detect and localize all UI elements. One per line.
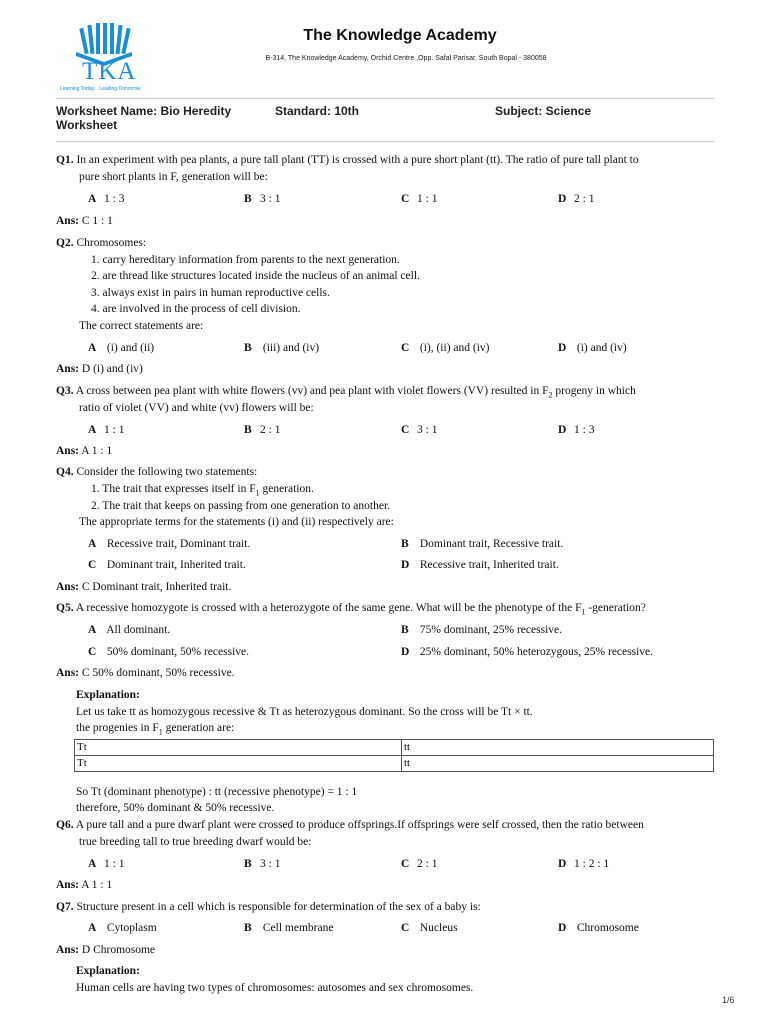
question-number: Q5. (56, 602, 74, 614)
question-text: Chromosomes: (76, 237, 147, 249)
option-letter: D (558, 424, 567, 436)
option-text: Nucleus (419, 922, 458, 934)
option-letter: A (88, 624, 97, 636)
option-letter: C (401, 424, 410, 436)
question-text: -generation? (585, 602, 646, 614)
option-letter: D (558, 858, 567, 870)
option-c (88, 645, 249, 659)
question-6 (56, 818, 644, 832)
answer-text: D (i) and (iv) (81, 363, 143, 375)
option-c (401, 341, 490, 355)
answer (56, 666, 235, 680)
question-number: Q4. (56, 466, 74, 478)
answer-label: Ans: (56, 581, 80, 593)
question-text-continued: pure short plants in F, generation will be: (79, 171, 268, 183)
option-letter: C (401, 858, 410, 870)
answer (56, 580, 231, 594)
answer (56, 878, 112, 892)
question-4 (56, 465, 257, 479)
option-b (401, 623, 562, 637)
answer (56, 444, 112, 458)
option-text: 1 : 3 (574, 424, 595, 436)
option-text: 1 : 1 (417, 193, 438, 205)
option-d (401, 645, 653, 659)
option-b (401, 537, 563, 551)
question-text: Consider the following two statements: (76, 466, 258, 478)
option-letter: B (401, 538, 409, 550)
option-letter: B (244, 424, 252, 436)
option-a (88, 623, 170, 637)
option-text: (iii) and (iv) (262, 342, 320, 354)
question-7 (56, 900, 481, 914)
page-number: 1/6 (722, 995, 735, 1005)
option-text: 3 : 1 (260, 858, 281, 870)
option-text: (i) and (ii) (106, 342, 155, 354)
option-letter: C (401, 922, 410, 934)
question-text-continued: true breeding tall to true breeding dwarf would be: (79, 836, 312, 848)
explanation-text: Let us take tt as homozygous recessive & Tt as heterozygous dominant. So the cross will be Tt × tt. (76, 706, 533, 718)
worksheet-subject: Subject: Science (495, 104, 592, 118)
option-letter: A (88, 342, 97, 354)
option-a (88, 341, 154, 355)
question-text: progeny in which (552, 385, 636, 397)
option-b (244, 192, 280, 206)
explanation-text-part: the progenies in F (76, 722, 159, 734)
option-text: Recessive trait, Inherited trait. (419, 559, 559, 571)
option-text: 2 : 1 (260, 424, 281, 436)
option-c (401, 423, 437, 437)
worksheet-name: Worksheet Name: Bio Heredity Worksheet (56, 104, 232, 132)
answer-label: Ans: (56, 944, 80, 956)
option-letter: A (88, 193, 97, 205)
option-letter: D (558, 342, 567, 354)
option-a (88, 537, 250, 551)
option-d (558, 857, 609, 871)
option-letter: C (401, 342, 410, 354)
option-letter: A (88, 922, 97, 934)
answer (56, 362, 143, 376)
option-text: 2 : 1 (417, 858, 438, 870)
question-3 (56, 384, 636, 402)
table-cell: Tt (75, 756, 402, 772)
option-letter: D (558, 922, 567, 934)
option-text: Recessive trait, Dominant trait. (106, 538, 251, 550)
answer-text: C 50% dominant, 50% recessive. (81, 667, 235, 679)
option-letter: B (244, 193, 252, 205)
option-letter: A (88, 424, 97, 436)
table-cell: tt (402, 756, 714, 772)
explanation-text (76, 721, 234, 739)
logo-tagline: Learning Today... Leading Tomorrow (60, 86, 141, 92)
question-number: Q6. (56, 819, 74, 831)
explanation-text: So Tt (dominant phenotype) : tt (recessive phenotype) = 1 : 1 (76, 786, 358, 798)
statement-item: 2. The trait that keeps on passing from one generation to another. (91, 500, 391, 512)
explanation-text: Human cells are having two types of chromosomes: autosomes and sex chromosomes. (76, 982, 474, 994)
answer-text: A 1 : 1 (81, 445, 113, 457)
option-a (88, 857, 124, 871)
option-c (401, 857, 437, 871)
meta-divider (56, 141, 714, 142)
statement-item: 4. are involved in the process of cell division. (91, 303, 301, 315)
subscript: 1 (158, 727, 163, 737)
question-1 (56, 153, 639, 167)
option-text: Cytoplasm (106, 922, 157, 934)
option-letter: D (401, 646, 410, 658)
question-5 (56, 601, 646, 619)
option-letter: A (88, 538, 97, 550)
option-c (401, 192, 437, 206)
option-letter: B (401, 624, 409, 636)
option-text: 25% dominant, 50% heterozygous, 25% recessive. (419, 646, 654, 658)
option-text: 1 : 2 : 1 (574, 858, 610, 870)
option-letter: A (88, 858, 97, 870)
option-d (558, 423, 594, 437)
statement-item: 2. are thread like structures located inside the nucleus of an animal cell. (91, 270, 420, 282)
option-text: 1 : 1 (104, 858, 125, 870)
option-text: Chromosome (576, 922, 639, 934)
explanation-text-part: generation are: (162, 722, 235, 734)
answer-text: C 1 : 1 (81, 215, 113, 227)
option-text: (i), (ii) and (iv) (419, 342, 490, 354)
option-letter: C (401, 193, 410, 205)
progeny-table (74, 739, 714, 772)
option-b (244, 857, 280, 871)
question-number: Q3. (56, 385, 74, 397)
question-text: A recessive homozygote is crossed with a heterozygote of the same gene. What will be the phenotype of the F (75, 602, 582, 614)
option-text: (i) and (iv) (576, 342, 627, 354)
answer (56, 943, 155, 957)
question-text: Structure present in a cell which is responsible for determination of the sex of a baby is: (76, 901, 481, 913)
question-number: Q7. (56, 901, 74, 913)
option-letter: B (244, 342, 252, 354)
statement-item (91, 482, 314, 500)
option-d (558, 341, 627, 355)
option-text: 50% dominant, 50% recessive. (106, 646, 249, 658)
question-prompt: The appropriate terms for the statements (i) and (ii) respectively are: (79, 516, 394, 528)
question-text: A cross between pea plant with white flowers (vv) and pea plant with violet flowers (VV) resulted in F (75, 385, 549, 397)
header-divider (56, 98, 714, 99)
option-text: Dominant trait, Inherited trait. (106, 559, 246, 571)
option-letter: C (88, 559, 97, 571)
option-b (244, 341, 319, 355)
option-a (88, 192, 124, 206)
statement-item: 1. carry hereditary information from parents to the next generation. (91, 254, 400, 266)
statement-text: 1. The trait that expresses itself in F (91, 483, 256, 495)
option-c (88, 558, 246, 572)
answer-label: Ans: (56, 879, 80, 891)
statement-item: 3. always exist in pairs in human reproductive cells. (91, 287, 330, 299)
question-2 (56, 236, 146, 250)
question-number: Q2. (56, 237, 74, 249)
answer-label: Ans: (56, 445, 80, 457)
academy-name: The Knowledge Academy (303, 27, 497, 44)
option-a (88, 423, 124, 437)
statement-text: generation. (259, 483, 314, 495)
answer-label: Ans: (56, 363, 80, 375)
option-b (244, 423, 280, 437)
option-letter: D (558, 193, 567, 205)
option-d (558, 192, 594, 206)
subscript: 1 (581, 607, 586, 617)
explanation-text: therefore, 50% dominant & 50% recessive. (76, 802, 275, 814)
question-prompt: The correct statements are: (79, 320, 204, 332)
option-letter: C (88, 646, 97, 658)
option-text: 1 : 1 (104, 424, 125, 436)
option-text: Dominant trait, Recessive trait. (419, 538, 564, 550)
option-letter: D (401, 559, 410, 571)
answer-label: Ans: (56, 215, 80, 227)
table-cell: tt (402, 740, 714, 756)
option-a (88, 921, 157, 935)
option-text: 2 : 1 (574, 193, 595, 205)
explanation-label: Explanation: (76, 689, 140, 701)
option-letter: B (244, 858, 252, 870)
subscript: 1 (255, 488, 260, 498)
answer-text: D Chromosome (81, 944, 156, 956)
option-text: All dominant. (106, 624, 171, 636)
option-text: Cell membrane (262, 922, 334, 934)
table-cell: Tt (75, 740, 402, 756)
option-text: 75% dominant, 25% recessive. (419, 624, 562, 636)
option-text: 1 : 3 (104, 193, 125, 205)
explanation-label: Explanation: (76, 965, 140, 977)
answer-text: A 1 : 1 (81, 879, 113, 891)
option-d (401, 558, 559, 572)
logo-text: TKA (82, 58, 137, 85)
question-text: A pure tall and a pure dwarf plant were crossed to produce offsprings.If offsprings were self crossed, then the ratio between (75, 819, 644, 831)
option-text: 3 : 1 (260, 193, 281, 205)
worksheet-standard: Standard: 10th (275, 104, 360, 118)
option-d (558, 921, 639, 935)
answer-label: Ans: (56, 667, 80, 679)
subscript: 2 (548, 390, 553, 400)
question-text: In an experiment with pea plants, a pure tall plant (TT) is crossed with a pure short plant (tt). The ratio of pure tall plant to (76, 154, 639, 166)
option-letter: B (244, 922, 252, 934)
answer-text: C Dominant trait, Inherited trait. (81, 581, 232, 593)
question-text-continued: ratio of violet (VV) and white (vv) flowers will be: (79, 402, 314, 414)
option-text: 3 : 1 (417, 424, 438, 436)
option-b (244, 921, 333, 935)
table-row (75, 740, 714, 756)
table-row (75, 756, 714, 772)
answer (56, 214, 113, 228)
question-number: Q1. (56, 154, 74, 166)
option-c (401, 921, 458, 935)
academy-address: B-314, The Knowledge Academy, Orchid Centre ,Opp. Safal Parisar, South Bopal - 380058 (265, 55, 547, 62)
